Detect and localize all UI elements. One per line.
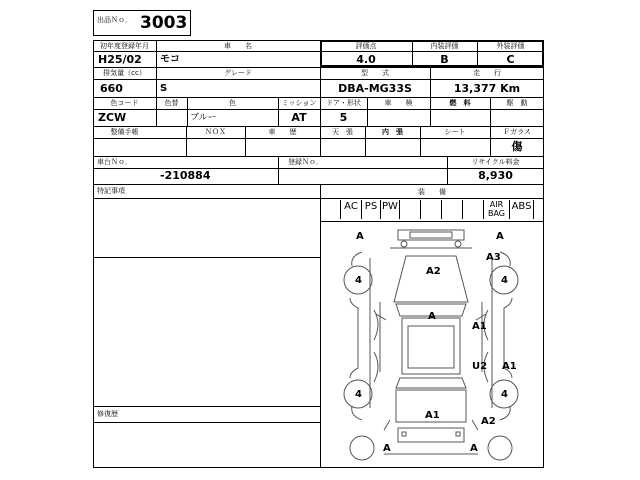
color-code-value: ZCW <box>98 111 127 124</box>
repaint-label: 色替 <box>164 99 179 107</box>
drive-label: 駆 動 <box>506 99 528 107</box>
car-name-value: モコ <box>160 54 180 65</box>
interior-grade-label: 内装評価 <box>430 42 459 50</box>
color-label: 色 <box>229 99 236 107</box>
door-value: 5 <box>339 111 348 124</box>
displacement-value: 660 <box>100 82 123 95</box>
wheel-rear-left: 4 <box>355 389 362 400</box>
reg-date-label: 初年度登録年月 <box>100 42 149 50</box>
fuel-label: 燃 料 <box>449 99 471 107</box>
front-glass-value: 傷 <box>511 140 523 153</box>
color-value: ブルー <box>190 113 217 123</box>
grade-label: グレード <box>224 69 252 77</box>
inspection-label: 車 検 <box>384 99 413 107</box>
color-code-label: 色コード <box>110 99 139 107</box>
damage-rear-left: A <box>383 443 391 454</box>
damage-hood: A2 <box>426 266 441 277</box>
equipment-cell <box>462 200 483 219</box>
equipment-cell: AC <box>340 200 361 219</box>
model-label: 型 式 <box>361 69 389 77</box>
damage-back-door: A1 <box>425 410 440 421</box>
interior-lining-label: 内 張 <box>382 128 403 136</box>
car-damage-diagram <box>320 222 544 468</box>
grade-value: S <box>160 83 168 94</box>
lot-number: 3003 <box>140 13 188 33</box>
equipment-cell: ABS <box>509 200 534 219</box>
lot-label: 出品Ｎｏ． <box>97 16 132 24</box>
equipment-cell <box>441 200 462 219</box>
exterior-grade-value: C <box>506 53 515 66</box>
damage-right-quarter: A1 <box>502 361 517 372</box>
chassis-no-value: -210884 <box>160 169 211 182</box>
nox-label: ＮＯＸ <box>205 128 226 136</box>
registration-no-label: 登録Ｎｏ． <box>288 158 323 166</box>
damage-front-fender: A3 <box>486 252 501 263</box>
damage-right-door: A1 <box>472 321 487 332</box>
car-name-label: 車 名 <box>224 42 252 50</box>
wheel-front-right: 4 <box>501 275 508 286</box>
score-label: 評価点 <box>355 42 377 50</box>
equipment-cell: AIR BAG <box>483 200 509 219</box>
repair-history-label: 修復歴 <box>97 410 118 418</box>
equipment-label: 装 備 <box>418 188 446 196</box>
car-history-label: 車 歴 <box>268 128 297 136</box>
seat-label: シート <box>444 128 466 136</box>
damage-front-right: A <box>496 231 504 242</box>
recycle-fee-value: 8,930 <box>478 169 513 182</box>
score-value: 4.0 <box>356 53 376 66</box>
roof-lining-label: 天 張 <box>332 128 353 136</box>
mission-label: ミッション <box>281 99 317 107</box>
front-glass-label: Ｆガラス <box>503 128 531 136</box>
equipment-cell <box>420 200 441 219</box>
special-notes-label: 特記事項 <box>97 187 125 195</box>
mileage-value: 13,377 Km <box>453 82 521 95</box>
interior-grade-value: B <box>440 53 449 66</box>
wheel-rear-right: 4 <box>501 389 508 400</box>
mission-value: AT <box>291 111 307 124</box>
model-value: DBA-MG33S <box>338 82 412 95</box>
damage-rear-right: A <box>470 443 478 454</box>
damage-front-left: A <box>356 231 364 242</box>
recycle-fee-label: リサイクル料金 <box>471 158 520 166</box>
chassis-no-label: 車台Ｎｏ． <box>97 158 132 166</box>
reg-date-value: H25/02 <box>98 53 142 66</box>
damage-right-rear-door: U2 <box>472 361 488 372</box>
displacement-label: 排気量（cc） <box>103 69 146 77</box>
wheel-front-left: 4 <box>355 275 362 286</box>
damage-rear-bumper-right: A2 <box>481 416 496 427</box>
equipment-grid <box>340 198 544 221</box>
equipment-cell: PW <box>380 200 399 219</box>
exterior-grade-label: 外装評価 <box>496 42 525 50</box>
mileage-label: 走 行 <box>473 69 501 77</box>
equipment-cell <box>399 200 420 219</box>
damage-roof: A <box>428 311 436 322</box>
equipment-cell: PS <box>361 200 380 219</box>
service-manual-label: 整備手帳 <box>110 128 139 136</box>
door-label: ドア・形状 <box>326 99 361 107</box>
